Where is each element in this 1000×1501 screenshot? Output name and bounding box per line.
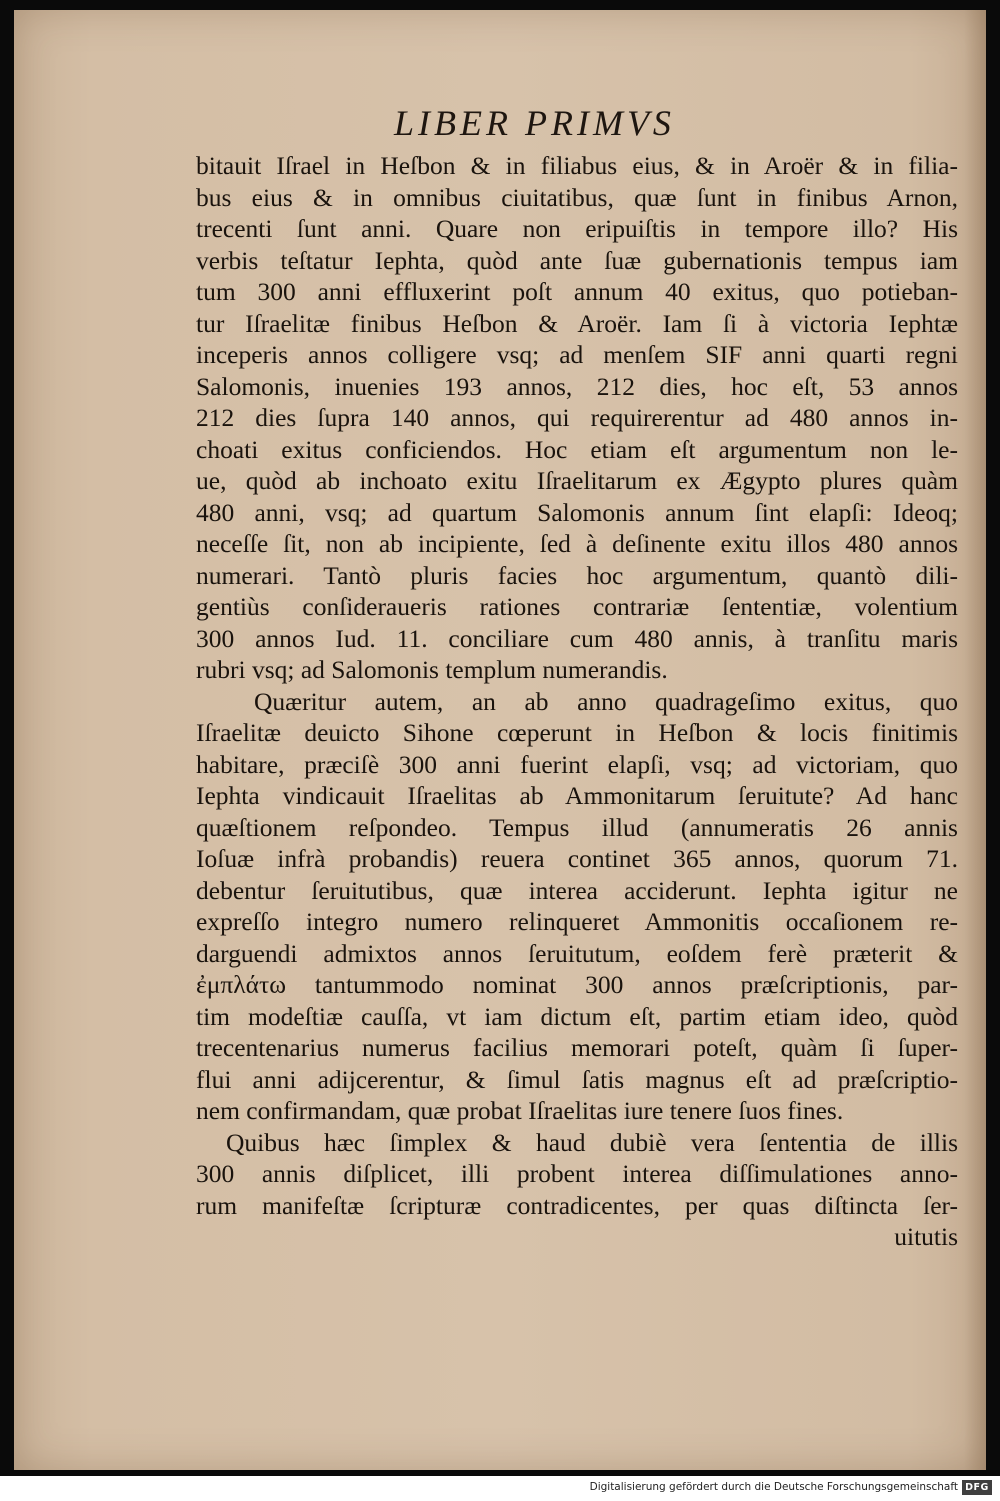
- text-line: choati exitus conficiendos. Hoc etiam eſt argumentum non le-: [196, 434, 958, 464]
- footer-bar: [0, 1476, 1000, 1501]
- text-line: 300 annos Iud. 11. conciliare cum 480 annis, à tranſitu maris: [196, 623, 958, 653]
- text-line: Quæritur autem, an ab anno quadrageſimo exitus, quo: [254, 686, 958, 716]
- text-block: [196, 150, 958, 1253]
- funding-credit: Digitalisierung gefördert durch die Deutsche Forschungsgemeinschaft: [589, 1481, 958, 1493]
- text-line: bus eius & in omnibus ciuitatibus, quæ ſunt in finibus Arnon,: [196, 182, 958, 212]
- text-line: 300 annis diſplicet, illi probent interea diſſimulationes anno-: [196, 1159, 958, 1188]
- text-line: tim modeſtiæ cauſſa, vt iam dictum eſt, partim etiam ideo, quòd: [196, 1001, 958, 1031]
- text-line: Iſraelitæ deuicto Sihone cœperunt in Heſbon & locis finitimis: [196, 718, 958, 747]
- text-line: bitauit Iſrael in Heſbon & in filiabus eius, & in Aroër & in filia-: [196, 151, 958, 180]
- catchword: uitutis: [894, 1222, 958, 1251]
- text-line: inceperis annos colligere vsq; ad menſem SIF anni quarti regni: [196, 340, 958, 369]
- text-line: expreſſo integro numero relinqueret Ammonitis occaſionem re-: [196, 907, 958, 936]
- text-line: ἐμπλάτω tantummodo nominat 300 annos præſcriptionis, par-: [196, 970, 958, 999]
- text-line: verbis teſtatur Iephta, quòd ante ſuæ gubernationis tempus iam: [196, 245, 958, 275]
- text-line: numerari. Tantò pluris facies hoc argumentum, quantò dili-: [196, 560, 958, 590]
- text-line: Iephta vindicauit Iſraelitas ab Ammonitarum ſeruitute? Ad hanc: [196, 781, 958, 810]
- text-line: tur Iſraelitæ finibus Heſbon & Aroër. Iam ſi à victoria Iephtæ: [196, 308, 958, 338]
- text-line: trecenti ſunt anni. Quare non eripuiſtis in tempore illo? His: [196, 214, 958, 243]
- page-edge: [964, 10, 986, 1470]
- text-line: tum 300 anni effluxerint poſt annum 40 exitus, quo potieban-: [196, 277, 958, 306]
- running-head: LIBER PRIMVS: [394, 103, 675, 143]
- text-line: debentur ſeruitutibus, quæ interea acciderunt. Iephta igitur ne: [196, 875, 958, 905]
- text-line: trecentenarius numerus facilius memorari poteſt, quàm ſi ſuper-: [196, 1033, 958, 1062]
- text-line: neceſſe ſit, non ab incipiente, ſed à deſinente exitu illos 480 annos: [196, 529, 958, 558]
- text-line: gentiùs conſideraueris rationes contrariæ ſententiæ, volentium: [196, 592, 958, 621]
- text-line: darguendi admixtos annos ſeruitutum, eoſdem ferè præterit &: [196, 938, 958, 968]
- text-line: habitare, præciſè 300 anni fuerint elapſi, vsq; ad victoriam, quo: [196, 749, 958, 779]
- text-line: rum manifeſtæ ſcripturæ contradicentes, per quas diſtincta ſer-: [196, 1190, 958, 1220]
- text-line: quæſtionem reſpondeo. Tempus illud (annumeratis 26 annis: [196, 812, 958, 842]
- text-line: 212 dies ſupra 140 annos, qui requirerentur ad 480 annos in-: [196, 403, 958, 432]
- text-line: Ioſuæ infrà probandis) reuera continet 365 annos, quorum 71.: [196, 844, 958, 873]
- text-line: Salomonis, inuenies 193 annos, 212 dies, hoc eſt, 53 annos: [196, 371, 958, 401]
- text-line: nem confirmandam, quæ probat Iſraelitas iure tenere ſuos fines.: [196, 1096, 844, 1125]
- text-line: ue, quòd ab inchoato exitu Iſraelitarum ex Ægypto plures quàm: [196, 466, 958, 495]
- text-line: rubri vsq; ad Salomonis templum numerandis.: [196, 655, 668, 684]
- text-line: Quibus hæc ſimplex & haud dubiè vera ſententia de illis: [226, 1127, 958, 1157]
- dfg-logo-icon: DFG: [962, 1480, 992, 1495]
- text-line: flui anni adijcerentur, & ſimul ſatis magnus eſt ad præſcriptio-: [196, 1064, 958, 1094]
- text-line: 480 anni, vsq; ad quartum Salomonis annum ſint elapſi: Ideoq;: [196, 497, 958, 527]
